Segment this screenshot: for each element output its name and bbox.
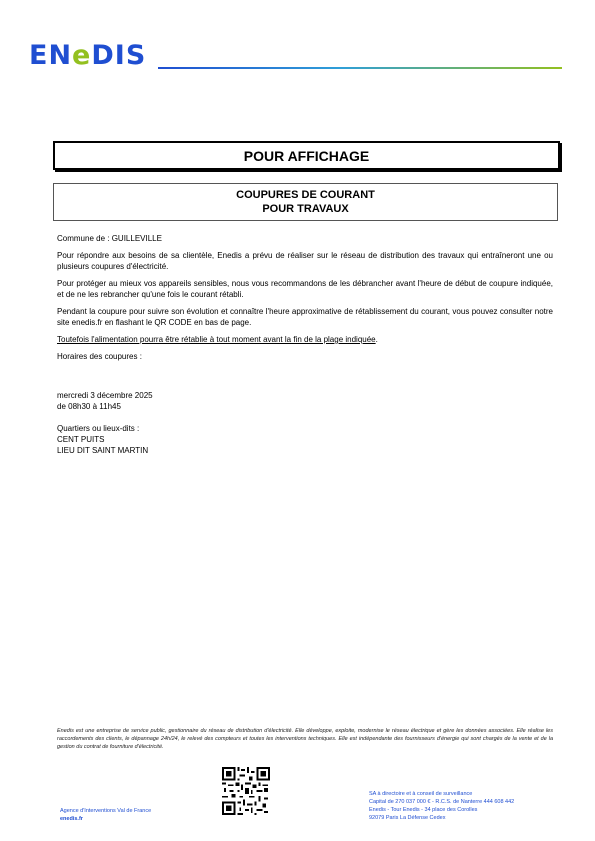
lieu-item: LIEU DIT SAINT MARTIN	[57, 446, 149, 455]
company-description: Enedis est une entreprise de service public, gestionnaire du réseau de distribution d'électricité. Elle développe, exploite, modernise le réseau électrique et gère les données associées. Elle réalise les raccordements des clients, le dépannage 24h/24, le relevé des compteurs et toutes les interventions techniques. Elle est indépendante des fournisseurs d'énergie qui sont chargés de la vente et de la gestion du contrat de fourniture d'électricité.	[57, 728, 553, 750]
display-banner	[53, 141, 560, 170]
enedis-logo	[29, 42, 146, 70]
legal-line: Capital de 270 037 000 € - R.C.S. de Nanterre 444 608 442	[369, 799, 515, 805]
warning-line	[57, 334, 553, 345]
lieu-item: CENT PUITS	[57, 435, 105, 444]
agency-block	[60, 807, 151, 823]
paragraph-follow: Pendant la coupure pour suivre son évolution et connaître l'heure approximative de rétablissement du courant, vous pouvez consulter notre site enedis.fr en flashant le QR CODE en bas de page.	[57, 307, 553, 327]
agency-name: Agence d'Interventions Val de France	[60, 808, 152, 814]
website-link[interactable]: enedis.fr	[60, 816, 83, 822]
paragraph-needs: Pour répondre aux besoins de sa clientèle, Enedis a prévu de réaliser sur le réseau de distribution des travaux qui entraîneront une ou plusieurs coupures d'électricité.	[57, 251, 553, 271]
title-line-1: COUPURES DE COURANT	[236, 189, 375, 201]
paragraph-protect: Pour protéger au mieux vos appareils sensibles, nous vous recommandons de les débrancher avant l'heure de début de coupure indiquée, et de ne les rebrancher qu'une fois le courant rétabli.	[57, 279, 553, 299]
quartiers-label: Quartiers ou lieux-dits :	[57, 424, 140, 433]
legal-line: SA à directoire et à conseil de surveillance	[369, 791, 473, 797]
qr-code-icon[interactable]	[222, 767, 270, 815]
warning-text: Toutefois l'alimentation pourra être rétablie à tout moment avant la fin de la plage indiquée	[57, 335, 376, 344]
title-line-2: POUR TRAVAUX	[262, 203, 349, 215]
outage-time: de 08h30 à 11h45	[57, 402, 121, 411]
logo-wordmark: ENeDIS	[29, 40, 147, 71]
legal-block	[369, 790, 514, 822]
outage-date: mercredi 3 décembre 2025	[57, 391, 153, 400]
title-box	[53, 183, 558, 221]
horaires-label: Horaires des coupures :	[57, 352, 142, 361]
legal-line: 92079 Paris La Défense Cedex	[369, 815, 446, 821]
commune-line: Commune de : GUILLEVILLE	[57, 234, 162, 243]
header-divider	[158, 67, 562, 69]
warning-end: .	[375, 335, 378, 344]
notice-body	[57, 233, 553, 456]
banner-label: POUR AFFICHAGE	[243, 147, 370, 164]
legal-line: Enedis - Tour Enedis - 34 place des Corolles	[369, 807, 478, 813]
